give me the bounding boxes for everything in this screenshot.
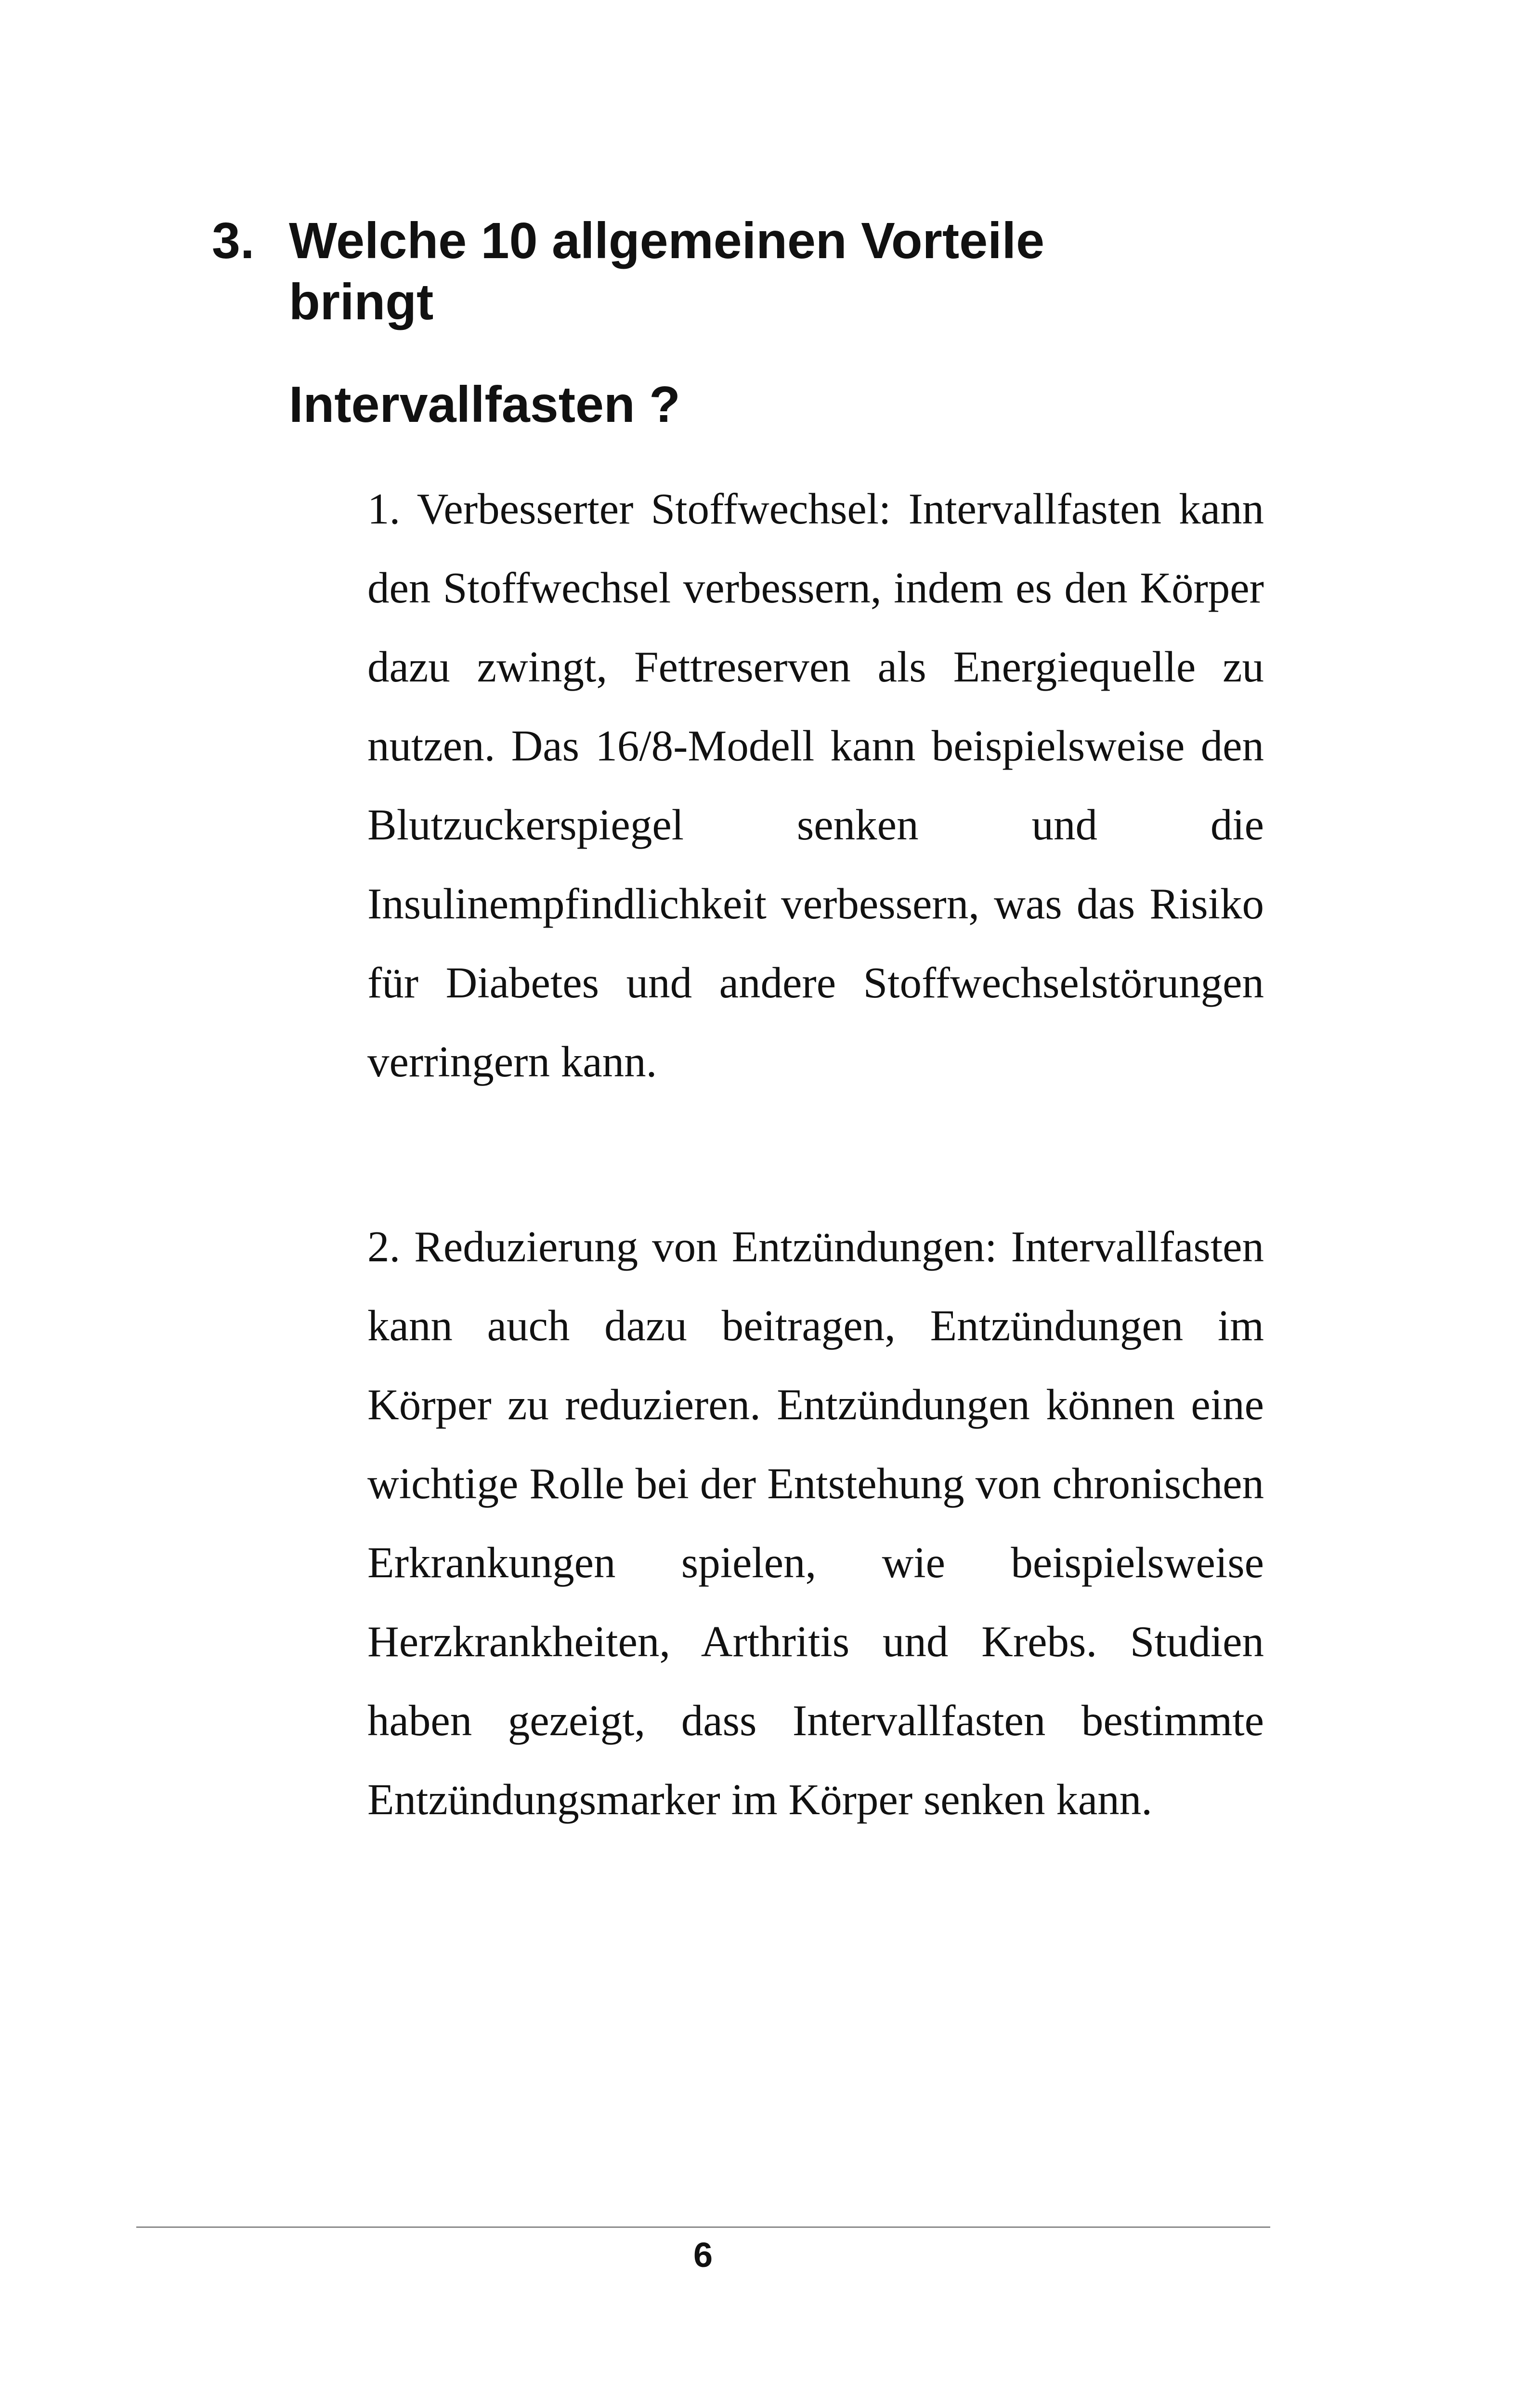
page-number: 6 [693,2236,713,2275]
section-heading-line-2: bringt [289,274,434,330]
paragraph-stoffwechsel: 1. Verbesserter Stoffwechsel: Intervallfasten kann den Stoffwechsel verbessern, indem es den Körper dazu zwingt, Fettreserven als Energiequelle zu nutzen. Das 16/8-Modell kann beispielsweise den Blutzuckerspiegel senken und die Insulinempfindlichkeit verbessern, was das Risiko für Diabetes und andere Stoffwechselstörungen verringern kann. [367,484,1264,1086]
section-heading-line-1: Welche 10 allgemeinen Vorteile [289,212,1045,269]
paragraph-entzuendungen: 2. Reduzierung von Entzündungen: Intervallfasten kann auch dazu beitragen, Entzündungen im Körper zu reduzieren. Entzündungen können eine wichtige Rolle bei der Entstehung von chronischen Erkrankungen spielen, wie beispielsweise Herzkrankheiten, Arthritis und Krebs. Studien haben gezeigt, dass Intervallfasten bestimmte Entzündungsmarker im Körper senken kann. [367,1222,1264,1824]
footer-divider [136,2226,1270,2228]
section-number: 3. [212,212,255,269]
section-heading-line-3: Intervallfasten ? [289,376,680,433]
